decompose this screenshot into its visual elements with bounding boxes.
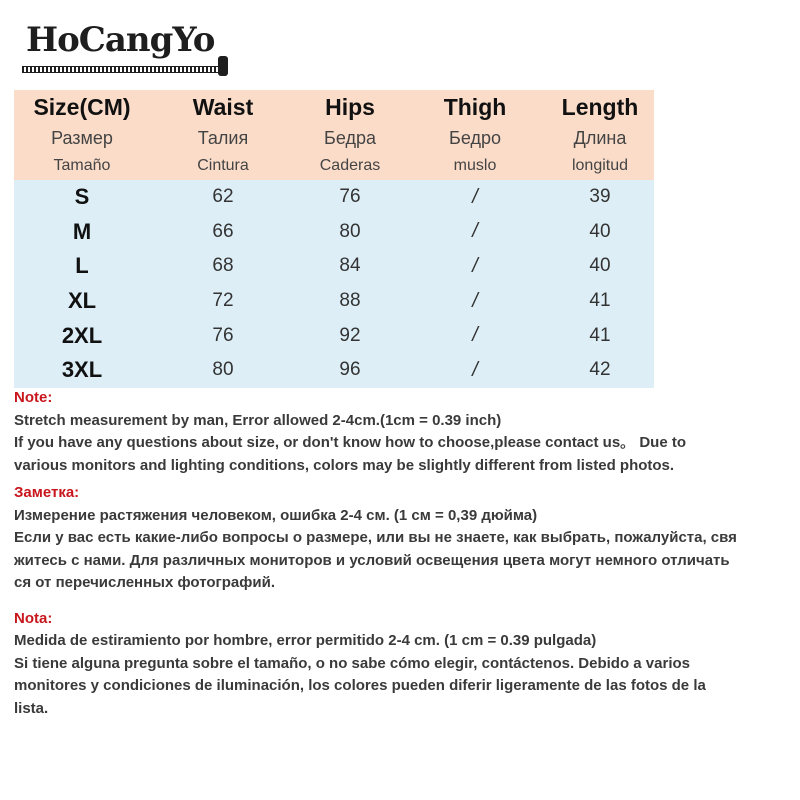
thigh-cell: / bbox=[404, 284, 546, 319]
table-row bbox=[14, 353, 654, 388]
waist-cell: 62 bbox=[150, 180, 296, 215]
table-row bbox=[14, 318, 654, 353]
waist-cell: 68 bbox=[150, 249, 296, 284]
note-line: ся от перечисленных фотографий. bbox=[14, 574, 275, 591]
col-header-hips-ru: Бедра bbox=[296, 124, 404, 152]
note-en bbox=[14, 387, 784, 477]
col-header-hips-es: Caderas bbox=[296, 152, 404, 180]
size-cell: 3XL bbox=[14, 353, 150, 388]
waist-cell: 66 bbox=[150, 215, 296, 250]
note-title-ru: Заметка: bbox=[14, 484, 80, 501]
zipper-pull-icon bbox=[218, 56, 228, 76]
col-header-size-ru: Размер bbox=[14, 124, 150, 152]
hips-cell: 84 bbox=[296, 249, 404, 284]
note-line: Medida de estiramiento por hombre, error permitido 2-4 cm. (1 cm = 0.39 pulgada) bbox=[14, 632, 597, 649]
thigh-cell: / bbox=[404, 215, 546, 250]
col-header-waist-ru: Талия bbox=[150, 124, 296, 152]
header-row-es bbox=[14, 152, 654, 180]
length-cell: 42 bbox=[546, 353, 654, 388]
note-line: Si tiene alguna pregunta sobre el tamaño, o no sabe cómo elegir, contáctenos. Debido a varios bbox=[14, 654, 690, 672]
col-header-size-es: Tamaño bbox=[14, 152, 150, 180]
table-row bbox=[14, 284, 654, 319]
col-header-thigh: Thigh bbox=[404, 90, 546, 124]
length-cell: 40 bbox=[546, 249, 654, 284]
size-cell: S bbox=[14, 180, 150, 215]
note-line: житесь с нами. Для различных мониторов и условий освещения цвета могут немного отличать bbox=[14, 551, 730, 569]
header-row-ru bbox=[14, 124, 654, 152]
thigh-cell: / bbox=[404, 353, 546, 388]
hips-cell: 76 bbox=[296, 180, 404, 215]
note-title-es: Nota: bbox=[14, 609, 53, 627]
size-chart-table bbox=[14, 90, 654, 388]
note-line: If you have any questions about size, or don't know how to choose,please contact us。 Due to bbox=[14, 434, 686, 451]
col-header-thigh-es: muslo bbox=[404, 152, 546, 180]
waist-cell: 80 bbox=[150, 353, 296, 388]
length-cell: 41 bbox=[546, 284, 654, 319]
note-line: Если у вас есть какие-либо вопросы о размере, или вы не знаете, как выбрать, пожалуйста, свя bbox=[14, 529, 737, 546]
brand-logo bbox=[22, 18, 234, 74]
length-cell: 41 bbox=[546, 318, 654, 353]
col-header-size: Size(CM) bbox=[14, 90, 150, 124]
col-header-waist: Waist bbox=[150, 90, 296, 124]
size-cell: M bbox=[14, 215, 150, 250]
size-cell: XL bbox=[14, 284, 150, 319]
table-row bbox=[14, 215, 654, 250]
waist-cell: 72 bbox=[150, 284, 296, 319]
notes-section bbox=[14, 387, 784, 720]
header-row-en bbox=[14, 90, 654, 124]
col-header-thigh-ru: Бедро bbox=[404, 124, 546, 152]
size-cell: L bbox=[14, 249, 150, 284]
col-header-length: Length bbox=[546, 90, 654, 124]
note-ru bbox=[14, 482, 784, 595]
hips-cell: 88 bbox=[296, 284, 404, 319]
note-line: Stretch measurement by man, Error allowed 2-4cm.(1cm = 0.39 inch) bbox=[14, 411, 502, 429]
col-header-length-ru: Длина bbox=[546, 124, 654, 152]
brand-logo-text: HoCangYo bbox=[26, 20, 215, 60]
note-line: Измерение растяжения человеком, ошибка 2-4 см. (1 см = 0,39 дюйма) bbox=[14, 506, 538, 524]
note-line: monitores y condiciones de iluminación, los colores pueden diferir ligeramente de las fotos de la bbox=[14, 677, 706, 694]
note-title-en: Note: bbox=[14, 389, 53, 406]
col-header-waist-es: Cintura bbox=[150, 152, 296, 180]
size-cell: 2XL bbox=[14, 318, 150, 353]
hips-cell: 92 bbox=[296, 318, 404, 353]
length-cell: 40 bbox=[546, 215, 654, 250]
thigh-cell: / bbox=[404, 180, 546, 215]
hips-cell: 80 bbox=[296, 215, 404, 250]
note-line: lista. bbox=[14, 699, 49, 717]
table-row bbox=[14, 180, 654, 215]
waist-cell: 76 bbox=[150, 318, 296, 353]
col-header-hips: Hips bbox=[296, 90, 404, 124]
hips-cell: 96 bbox=[296, 353, 404, 388]
zipper-underline bbox=[22, 66, 228, 73]
note-es bbox=[14, 608, 784, 721]
thigh-cell: / bbox=[404, 318, 546, 353]
table-row bbox=[14, 249, 654, 284]
length-cell: 39 bbox=[546, 180, 654, 215]
note-line: various monitors and lighting conditions, colors may be slightly different from listed photos. bbox=[14, 456, 675, 474]
thigh-cell: / bbox=[404, 249, 546, 284]
col-header-length-es: longitud bbox=[546, 152, 654, 180]
